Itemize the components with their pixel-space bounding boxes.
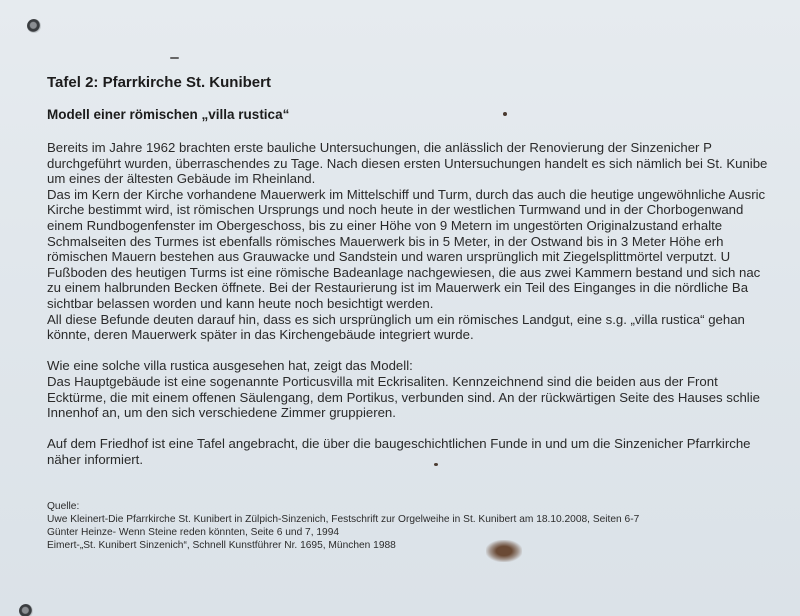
- source-item: Uwe Kleinert-Die Pfarrkirche St. Kunibert in Zülpich-Sinzenich, Festschrift zur Orgelweihe in St. Kunibert am 18.10.2008, Seiten 6-7: [47, 514, 640, 525]
- sign-title: Tafel 2: Pfarrkirche St. Kunibert: [47, 74, 271, 91]
- text-line: Das im Kern der Kirche vorhandene Mauerwerk im Mittelschiff und Turm, durch das auch die heutige ungewöhnliche Ausric: [47, 186, 766, 202]
- dirt-speck: [503, 112, 507, 116]
- dirt-stain: [486, 540, 522, 562]
- text-line: Schmalseiten des Turmes ist ebenfalls römisches Mauerwerk bis in 5 Meter, in der Ostwand bis in 3 Meter Höhe erh: [47, 233, 724, 249]
- sources-heading: Quelle:: [47, 501, 80, 512]
- text-line: Wie eine solche villa rustica ausgesehen hat, zeigt das Modell:: [47, 358, 413, 374]
- sign-body: [47, 140, 767, 467]
- text-line: um eines der ältesten Gebäude im Rheinland.: [47, 171, 316, 187]
- text-line: könnte, deren Mauerwerk später in das Kirchengebäude integriert wurde.: [47, 327, 474, 343]
- paragraph-model: [47, 358, 767, 420]
- source-item: Günter Heinze- Wenn Steine reden könnten, Seite 6 und 7, 1994: [47, 527, 340, 538]
- text-line: Ecktürme, die mit einem offenen Säulengang, dem Portikus, verbunden sind. An der rückwärtigen Seite des Hauses schlie: [47, 389, 761, 405]
- text-line: zu einem halbrunden Becken öffnete. Bei der Restaurierung ist im Mauerwerk ein Teil des Einganges in die nördliche Ba: [47, 280, 749, 296]
- paragraph-spacer: [47, 421, 767, 437]
- dirt-speck: [170, 57, 179, 59]
- text-line: Kirche bestimmt wird, ist römischen Ursprungs und noch heute in der westlichen Turmwand und in der Chorbogenwand: [47, 202, 744, 218]
- paragraph-spacer: [47, 343, 767, 359]
- sources-list: [47, 500, 639, 552]
- mounting-screw-top-left: [27, 19, 41, 33]
- mounting-screw-bottom-left: [19, 604, 33, 616]
- paragraph-cemetery: [47, 436, 767, 467]
- text-line: Innenhof an, um den sich verschiedene Zimmer gruppieren.: [47, 405, 396, 421]
- source-item: Eimert-„St. Kunibert Sinzenich“, Schnell Kunstführer Nr. 1695, München 1988: [47, 540, 396, 551]
- paragraph-history: [47, 140, 767, 343]
- text-line: einem Rundbogenfenster im Obergeschoss, bis zu einer Höhe von 9 Metern im ungestörten Originalzustand erhalte: [47, 217, 723, 233]
- text-line: Bereits im Jahre 1962 brachten erste bauliche Untersuchungen, die anlässlich der Renovierung der Sinzenicher P: [47, 140, 712, 155]
- text-line: Das Hauptgebäude ist eine sogenannte Porticusvilla mit Eckrisaliten. Kennzeichnend sind die beiden aus der Front: [47, 373, 718, 389]
- text-line: näher informiert.: [47, 451, 144, 467]
- text-line: römischen Mauern bestehen aus Grauwacke und Sandstein und waren ursprünglich mit Ziegelsplittmörtel verputzt. U: [47, 249, 731, 265]
- text-line: sichtbar belassen worden und kann heute noch besichtigt werden.: [47, 295, 434, 311]
- text-line: Fußboden des heutigen Turms ist eine römische Badeanlage nachgewiesen, die aus zwei Kammern bestand und sich nac: [47, 264, 761, 280]
- text-line: durchgeführt wurden, überraschendes zu Tage. Nach diesen ersten Untersuchungen handelt es sich nämlich bei St. Kunibe: [47, 155, 768, 171]
- text-line: All diese Befunde deuten darauf hin, dass es sich ursprünglich um ein römisches Landgut, eine s.g. „villa rustica“ gehan: [47, 311, 745, 327]
- sign-subtitle: Modell einer römischen „villa rustica“: [47, 107, 290, 122]
- text-line: Auf dem Friedhof ist eine Tafel angebracht, die über die baugeschichtlichen Funde in und um die Sinzenicher Pfarrkirche: [47, 436, 751, 452]
